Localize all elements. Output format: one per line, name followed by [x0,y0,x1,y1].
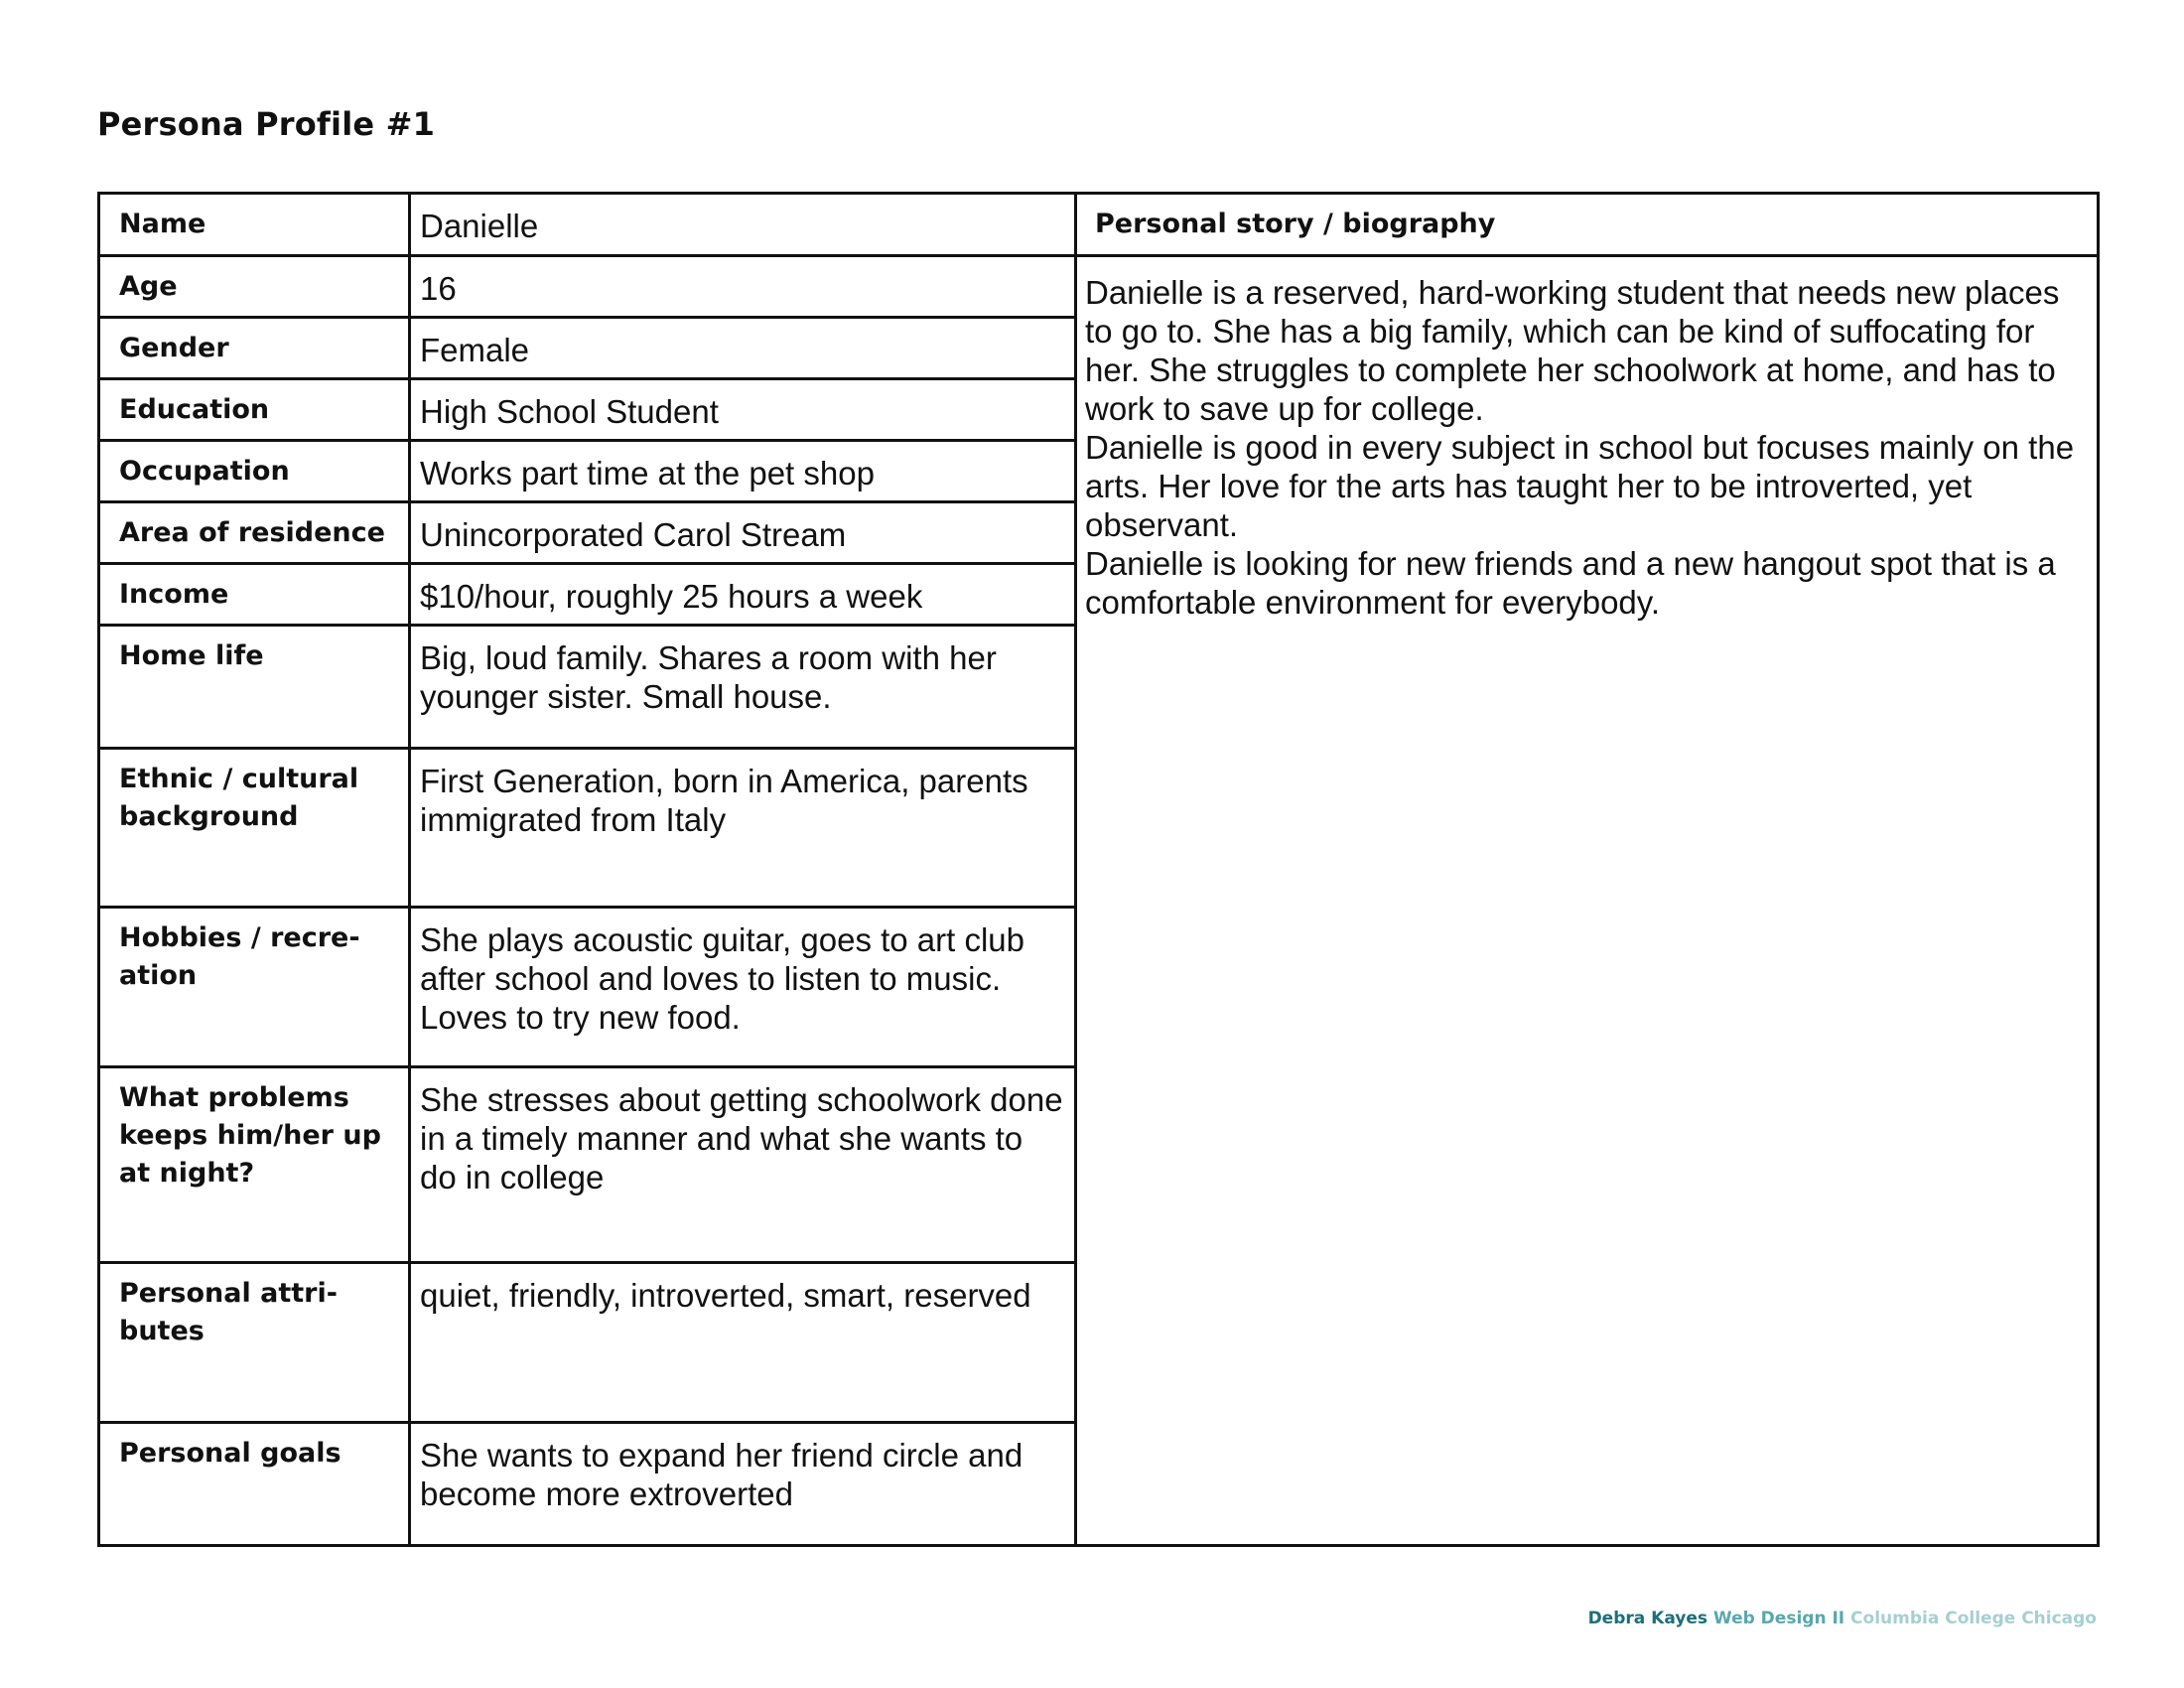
row-label-cell [99,441,410,502]
row-label-cell [99,318,410,379]
footer-course: Web Design II [1712,1609,1845,1628]
row-label: Occupation [119,456,290,487]
row-value-cell [410,564,1076,626]
story-body [1077,257,2097,622]
row-value: Danielle [420,208,539,244]
row-value-cell [410,441,1076,502]
row-value: 16 [420,270,457,307]
row-label: Name [119,209,206,239]
row-value-cell [410,1263,1076,1423]
row-label: Personal goals [119,1438,341,1469]
row-value: Big, loud family. Shares a room with her younger sister. Small house. [420,639,997,715]
row-value-cell [410,749,1076,908]
row-value: She stresses about getting schoolwork done in a timely manner and what she wants to do in college [420,1081,1063,1196]
row-value: Works part time at the pet shop [420,455,875,492]
row-value: $10/hour, roughly 25 hours a week [420,578,923,615]
row-label-cell [99,502,410,564]
row-label-cell [99,194,410,256]
persona-table [97,192,2100,1547]
row-value-cell [410,1423,1076,1546]
story-heading-cell [1076,194,2099,256]
row-label: What problems keeps him/her up at night? [119,1082,381,1189]
row-label: Hobbies / recre-ation [119,922,360,991]
story-paragraph: Danielle is good in every subject in school but focuses mainly on the arts. Her love for the arts has taught her to be introverted, yet observant. [1085,429,2075,543]
row-label: Area of residence [119,517,385,548]
row-value-cell [410,318,1076,379]
story-paragraph: Danielle is a reserved, hard-working student that needs new places to go to. She has a big family, which can be kind of suffocating for her. She struggles to complete her schoolwork at home, and has to work to save up for college. [1085,274,2060,427]
row-value: quiet, friendly, introverted, smart, reserved [420,1277,1031,1314]
row-label-cell [99,626,410,749]
row-value-cell [410,908,1076,1067]
footer-credit [1588,1609,2097,1628]
footer-author: Debra Kayes [1587,1609,1707,1628]
row-label: Gender [119,333,229,363]
table-row [99,256,2099,318]
row-value: She plays acoustic guitar, goes to art club after school and loves to listen to music. Loves to try new food. [420,921,1025,1036]
row-value: She wants to expand her friend circle and become more extroverted [420,1437,1024,1512]
row-label: Income [119,579,229,610]
row-label: Personal attri-butes [119,1278,338,1346]
row-label: Home life [119,640,264,671]
footer-school: Columbia College Chicago [1850,1609,2097,1628]
row-label-cell [99,749,410,908]
row-value-cell [410,194,1076,256]
table-row [99,194,2099,256]
row-label-cell [99,256,410,318]
row-label-cell [99,908,410,1067]
story-body-cell [1076,256,2099,1546]
row-value-cell [410,379,1076,441]
row-label-cell [99,379,410,441]
row-value-cell [410,256,1076,318]
row-label-cell [99,564,410,626]
row-value-cell [410,502,1076,564]
row-label: Education [119,394,270,425]
row-value-cell [410,1067,1076,1263]
row-value: High School Student [420,393,719,430]
row-label-cell [99,1067,410,1263]
page-title: Persona Profile #1 [97,105,436,143]
row-value: Unincorporated Carol Stream [420,516,847,553]
row-label: Ethnic / cultural background [119,764,359,832]
row-value: Female [420,332,530,368]
row-value: First Generation, born in America, parents immigrated from Italy [420,763,1028,838]
story-paragraph: Danielle is looking for new friends and a new hangout spot that is a comfortable environment for everybody. [1085,545,2056,621]
row-label-cell [99,1423,410,1546]
story-heading: Personal story / biography [1095,209,1496,239]
row-label: Age [119,271,178,302]
row-value-cell [410,626,1076,749]
row-label-cell [99,1263,410,1423]
